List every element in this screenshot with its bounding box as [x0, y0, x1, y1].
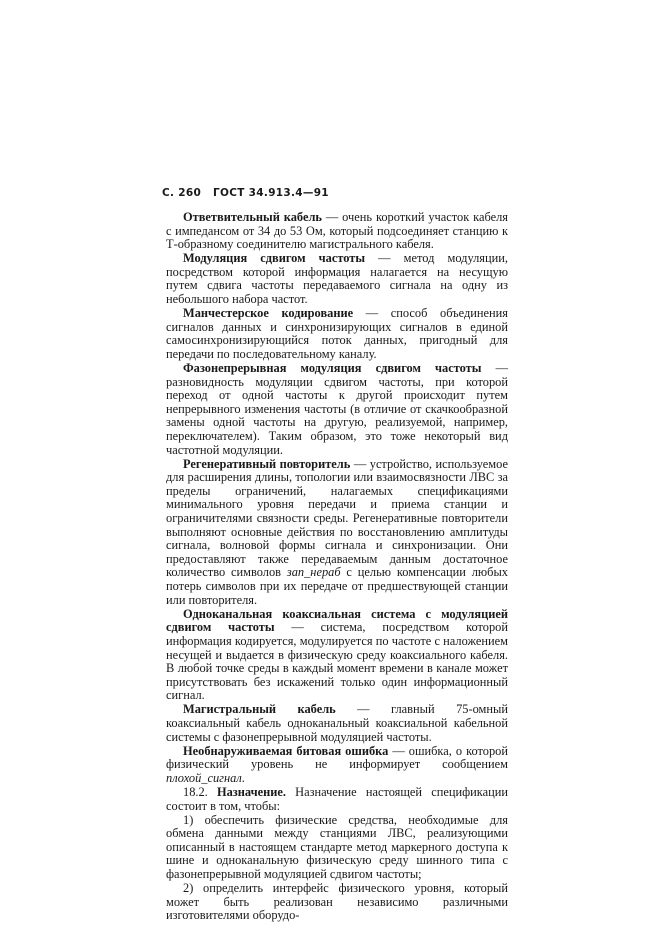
definition-term: Магистральный кабель	[183, 702, 336, 717]
definition-paragraph	[166, 362, 508, 457]
page-number: С. 260	[162, 187, 202, 199]
definition-text: — разновидность модуляции сдвигом частоты, при которой переход от одной частоты к другой происходит путем непрерывного изменения частоты (в отличие от скачкообразной замены одной частоты на другую, реализуемой, например, переключателем). Таким образом, это тоже некоторый вид частотной модуляции.	[166, 361, 508, 457]
section-title: Назначение.	[216, 784, 286, 799]
definition-text: — главный 75-омный коаксиальный кабель одноканальный коаксиальной кабельной системы с фазонепрерывной модуляцией частоты.	[166, 702, 508, 744]
signal-name: зап_нераб	[286, 565, 341, 580]
section-paragraph	[166, 786, 508, 813]
definition-term: Регенеративный повторитель	[183, 456, 351, 471]
definition-paragraph	[166, 252, 508, 306]
definition-term: Модуляция сдвигом частоты	[183, 251, 366, 266]
definition-text: — ошибка, о которой физический уровень не информирует сообщением	[166, 743, 508, 772]
definition-paragraph	[166, 703, 508, 744]
definition-paragraph	[166, 608, 508, 703]
definition-text: — устройство, используемое для расширения длины, топологии или взаимосвязности ЛВС за пределы ограничений, налагаемых спецификациями минимального уровня передачи и приема станции и ограничителями связности среды. Регенеративные повторители выполняют основные действия по восстановлению амплитуды сигнала, волновой формы сигнала и синхронизации. Они предоставляют также передаваемым данным достаточное количество символов	[166, 456, 508, 580]
signal-name: плохой_сигнал	[166, 770, 242, 785]
definition-text: — способ объединения сигналов данных и синхронизирующих сигналов в единой самосинхронизирующийся поток данных, пригодный для передачи по последовательному каналу.	[166, 306, 509, 361]
section-intro: Назначение настоящей спецификации состоит в том, чтобы:	[166, 784, 508, 813]
definition-text-tail: с целью компенсации любых потерь символов при их передаче от предшествующей станции или повторителя.	[166, 565, 508, 607]
definition-paragraph	[166, 307, 508, 361]
list-item: 1) обеспечить физические средства, необходимые для обмена данными между станциями ЛВС, реализующими описанный в настоящем стандарте метод маркерного доступа к шине и одноканальную физическую среду шинного типа с фазонепрерывной модуляцией сдвигом частоты;	[166, 812, 508, 881]
definition-term: Одноканальная коаксиальная система с модуляцией сдвигом частоты	[166, 606, 508, 635]
definition-term: Манчестерское кодирование	[183, 306, 354, 321]
definition-term: Необнаруживаемая битовая ошибка	[183, 743, 389, 758]
definition-paragraph	[166, 458, 508, 608]
list-item: 2) определить интерфейс физического уровня, который может быть реализован независимо различными изготовителями оборудо-	[166, 881, 508, 923]
page-header	[162, 187, 337, 199]
definition-paragraph	[166, 745, 508, 786]
definition-term: Фазонепрерывная модуляция сдвигом частоты	[183, 361, 482, 376]
definition-text-tail: .	[241, 770, 245, 785]
section-number: 18.2.	[183, 784, 208, 799]
definition-term: Ответвительный кабель	[183, 210, 322, 224]
definition-text: — система, посредством которой информация кодируется, модулируется по частоте с наложением несущей и выдается в физическую среду коаксиального кабеля. В любой точке среды в каждый момент времени в канале может присутствовать без искажений только один информационный сигнал.	[166, 620, 508, 703]
definition-paragraph	[166, 211, 508, 252]
document-body	[166, 211, 508, 923]
standard-number: ГОСТ 34.913.4—91	[213, 187, 329, 199]
definition-text: — очень короткий участок кабеля с импедансом от 34 до 53 Ом, который подсоединяет станцию к Т-образному соединителю магистрального кабеля.	[166, 210, 509, 252]
definition-text: — метод модуляции, посредством которой информация налагается на несущую путем сдвига частоты передаваемого сигнала на одну из небольшого набора частот.	[166, 251, 508, 307]
